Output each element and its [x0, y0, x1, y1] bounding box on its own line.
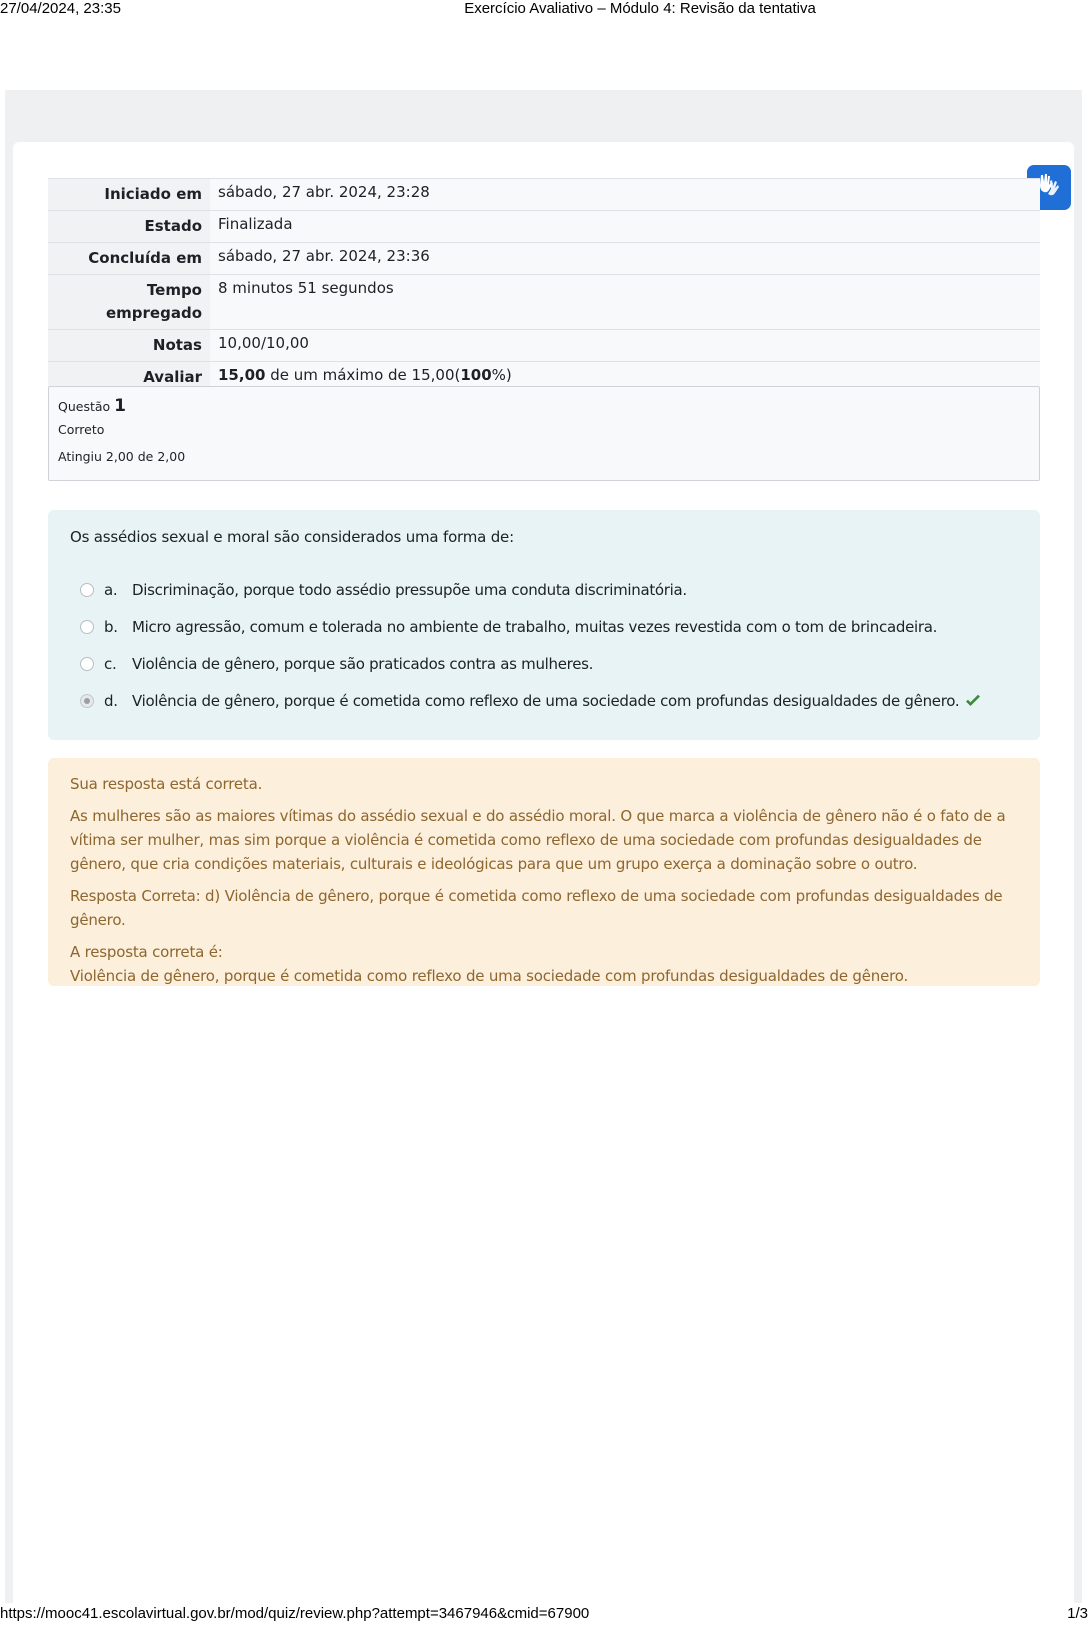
question-number	[58, 395, 1030, 418]
question-state: Correto	[58, 422, 105, 437]
answer-option-b[interactable]	[70, 608, 1018, 645]
time-label	[48, 275, 210, 330]
answer-radio-b[interactable]	[80, 620, 94, 634]
grade-percent: 100	[460, 366, 492, 384]
summary-row-marks	[48, 330, 1040, 362]
started-label: Iniciado em	[48, 179, 210, 211]
answer-text-c: Violência de gênero, porque são praticados contra as mulheres.	[132, 654, 594, 673]
feedback-correct-message: Sua resposta está correta.	[70, 775, 263, 793]
feedback-right-answer-label: A resposta correta é:	[70, 943, 223, 961]
grade-label: Avaliar	[48, 362, 210, 394]
completed-value: sábado, 27 abr. 2024, 23:36	[210, 243, 1040, 275]
print-title: Exercício Avaliativo – Módulo 4: Revisão da tentativa	[464, 0, 816, 17]
grade-mid: de um máximo de 15,00(	[265, 366, 461, 384]
question-number-value: 1	[114, 396, 126, 416]
grade-score: 15,00	[218, 366, 266, 384]
question-formulation	[48, 510, 1040, 740]
summary-row-time	[48, 275, 1040, 330]
feedback-right-line: Resposta Correta: d) Violência de gênero, porque é cometida como reflexo de uma sociedade com profundas desigualdades de gênero.	[70, 887, 1003, 929]
state-label: Estado	[48, 211, 210, 243]
answer-text-a: Discriminação, porque todo assédio pressupõe uma conduta discriminatória.	[132, 580, 687, 599]
feedback-right-answer: Violência de gênero, porque é cometida como reflexo de uma sociedade com profundas desigualdades de gênero.	[70, 967, 909, 985]
print-page-number: 1/3	[1067, 1605, 1088, 1622]
question-grade: Atingiu 2,00 de 2,00	[58, 449, 186, 464]
answer-option-c[interactable]	[70, 645, 1018, 682]
answer-text-d: Violência de gênero, porque é cometida como reflexo de uma sociedade com profundas desigualdades de gênero.	[132, 691, 960, 710]
answer-text-b: Micro agressão, comum e tolerada no ambiente de trabalho, muitas vezes revestida com o tom de brincadeira.	[132, 617, 938, 636]
time-value: 8 minutos 51 segundos	[210, 275, 1040, 330]
summary-row-state	[48, 211, 1040, 243]
print-url: https://mooc41.escolavirtual.gov.br/mod/quiz/review.php?attempt=3467946&cmid=67900	[0, 1605, 590, 1622]
attempt-summary-table	[48, 178, 1040, 393]
summary-row-completed	[48, 243, 1040, 275]
answer-radio-a[interactable]	[80, 583, 94, 597]
answer-radio-c[interactable]	[80, 657, 94, 671]
state-value: Finalizada	[210, 211, 1040, 243]
completed-label: Concluída em	[48, 243, 210, 275]
feedback-general: As mulheres são as maiores vítimas do assédio sexual e do assédio moral. O que marca a violência de gênero não é o fato de a vítima ser mulher, mas sim porque a violência é cometida como reflexo de uma sociedade com profundas desigualdades de gênero, que cria condições materiais, culturais e ideológicas para que um grupo exerça a dominação sobre o outro.	[70, 807, 1006, 873]
marks-label: Notas	[48, 330, 210, 362]
answer-option-d[interactable]	[70, 682, 1018, 719]
answer-letter-c: c.	[104, 654, 117, 673]
time-label-line1: Tempo	[146, 281, 202, 299]
answer-letter-d: d.	[104, 691, 118, 710]
question-label: Questão	[58, 399, 115, 414]
answer-letter-a: a.	[104, 580, 118, 599]
answer-radio-d[interactable]	[80, 694, 94, 708]
question-info-box	[48, 386, 1040, 481]
question-text: Os assédios sexual e moral são considerados uma forma de:	[70, 528, 514, 546]
marks-value: 10,00/10,00	[210, 330, 1040, 362]
print-footer	[0, 1603, 1088, 1625]
check-icon	[965, 694, 981, 708]
grade-end: %)	[491, 366, 512, 384]
time-label-line2: empregado	[105, 304, 202, 322]
print-header	[0, 0, 1088, 22]
answer-letter-b: b.	[104, 617, 118, 636]
answer-option-a[interactable]	[70, 571, 1018, 608]
summary-row-started	[48, 179, 1040, 211]
feedback-box	[48, 758, 1040, 986]
answer-list	[70, 571, 1018, 719]
started-value: sábado, 27 abr. 2024, 23:28	[210, 179, 1040, 211]
print-date: 27/04/2024, 23:35	[0, 0, 121, 17]
